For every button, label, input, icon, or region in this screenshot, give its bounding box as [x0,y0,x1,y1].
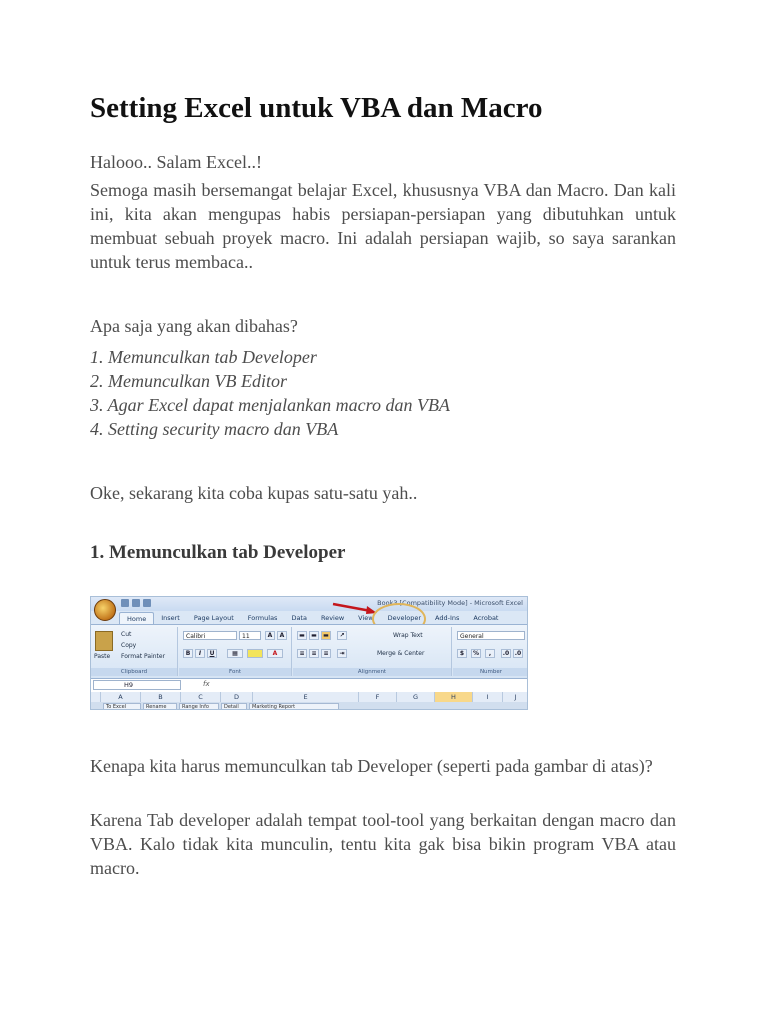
quick-access-toolbar [121,599,151,609]
clipboard-group-label: Clipboard [91,668,177,676]
tab-home: Home [119,612,154,625]
sheet-tab: Range Info [179,703,219,710]
question-text: Apa saja yang akan dibahas? [90,316,298,336]
list-item: 3. Agar Excel dapat menjalankan macro dan VBA [90,395,450,415]
align-left-icon: ≡ [297,649,307,658]
clipboard-group [91,627,178,676]
greeting-text: Halooo.. Salam Excel..! [90,152,262,172]
shrink-font-icon: A [277,631,287,640]
bold-icon: B [183,649,193,658]
column-header: D [221,692,253,702]
redo-icon [143,599,151,607]
number-group [453,627,528,676]
fill-color-icon [247,649,263,658]
tab-add-ins: Add-Ins [435,614,460,622]
topic-list [90,345,450,441]
list-item: 1. Memunculkan tab Developer [90,347,317,367]
align-center-icon: ≡ [309,649,319,658]
grow-font-icon: A [265,631,275,640]
font-group-label: Font [179,668,291,676]
percent-icon: % [472,650,479,657]
sheet-tab: Marketing Report [249,703,339,710]
ribbon-tabs [119,612,505,624]
column-header: I [473,692,503,702]
align-middle-icon: ▬ [309,631,319,640]
column-header: A [101,692,141,702]
indent-icon: ⇥ [337,649,347,658]
formula-bar [91,678,528,693]
font-name-box: Calibri [183,631,237,640]
decrease-decimal-icon: .0 [514,650,522,657]
merge-center-label: Merge & Center [377,650,425,657]
name-box: H9 [93,680,181,690]
copy-label: Copy [121,642,137,649]
sheet-tab: To Excel [103,703,141,710]
align-right-icon: ≡ [321,649,331,658]
tab-page-layout: Page Layout [193,614,234,622]
list-item: 4. Setting security macro dan VBA [90,419,339,439]
currency-icon: $ [457,649,467,658]
tab-insert: Insert [161,614,180,622]
font-group [179,627,292,676]
borders-icon: ▦ [227,649,243,658]
number-group-label: Number [453,668,528,676]
sheet-tab: Detail [221,703,247,710]
column-header: J [503,692,528,702]
column-header: B [141,692,181,702]
column-header: E [253,692,359,702]
font-size-box: 11 [239,631,261,640]
sheet-tab: Rename [143,703,177,710]
tab-data: Data [291,614,307,622]
paste-icon [95,631,113,651]
tab-acrobat: Acrobat [473,614,499,622]
excel-ribbon-screenshot [90,596,528,710]
alignment-group [293,627,452,676]
orientation-icon: ↗ [337,631,347,640]
italic-icon: I [195,649,205,658]
page-title: Setting Excel untuk VBA dan Macro [90,92,543,124]
intro-paragraph: Semoga masih bersemangat belajar Excel, khususnya VBA dan Macro. Dan kali ini, kita akan mengupas habis persiapan-persiapan yang dibutuhkan untuk membuat sebuah proyek macro. Ini adalah persiapan wajib, so saya sarankan untuk terus membaca.. [90,180,676,272]
underline-icon: U [207,649,217,658]
tab-formulas: Formulas [247,614,278,622]
number-format-box: General [457,631,525,640]
window-title: Book3 [Compatibility Mode] - Microsoft Excel [377,599,523,607]
format-painter-label: Format Painter [121,653,166,660]
office-button-icon [94,599,116,621]
column-header: C [181,692,221,702]
column-header-selected: H [435,692,473,702]
excel-titlebar [91,597,528,611]
align-bottom-icon: ▬ [321,631,331,640]
tab-developer: Developer [387,614,422,622]
because-paragraph: Karena Tab developer adalah tempat tool-tool yang berkaitan dengan macro dan VBA. Kalo tidak kita munculin, tentu kita gak bisa bikin program VBA atau macro. [90,810,676,878]
tab-view: View [358,614,374,622]
column-header: F [359,692,397,702]
comma-icon: , [485,649,495,658]
sheet-tabs [91,702,528,710]
ribbon-panel [91,624,528,678]
why-paragraph: Kenapa kita harus memunculkan tab Developer (seperti pada gambar di atas)? [90,756,653,776]
red-arrow-icon [331,601,379,615]
cut-label: Cut [121,631,132,638]
align-top-icon: ▬ [297,631,307,640]
increase-decimal-icon: .0 [502,650,510,657]
wrap-text-label: Wrap Text [393,632,423,639]
font-color-icon: A [267,649,283,658]
paste-label: Paste [94,653,111,660]
corner-cell [91,692,101,702]
column-header: G [397,692,435,702]
save-icon [121,599,129,607]
fx-label: fx [203,680,210,688]
undo-icon [132,599,140,607]
tab-review: Review [320,614,345,622]
alignment-group-label: Alignment [293,668,451,676]
section-heading: 1. Memunculkan tab Developer [90,542,346,563]
transition-text: Oke, sekarang kita coba kupas satu-satu yah.. [90,483,418,503]
list-item: 2. Memunculkan VB Editor [90,371,287,391]
